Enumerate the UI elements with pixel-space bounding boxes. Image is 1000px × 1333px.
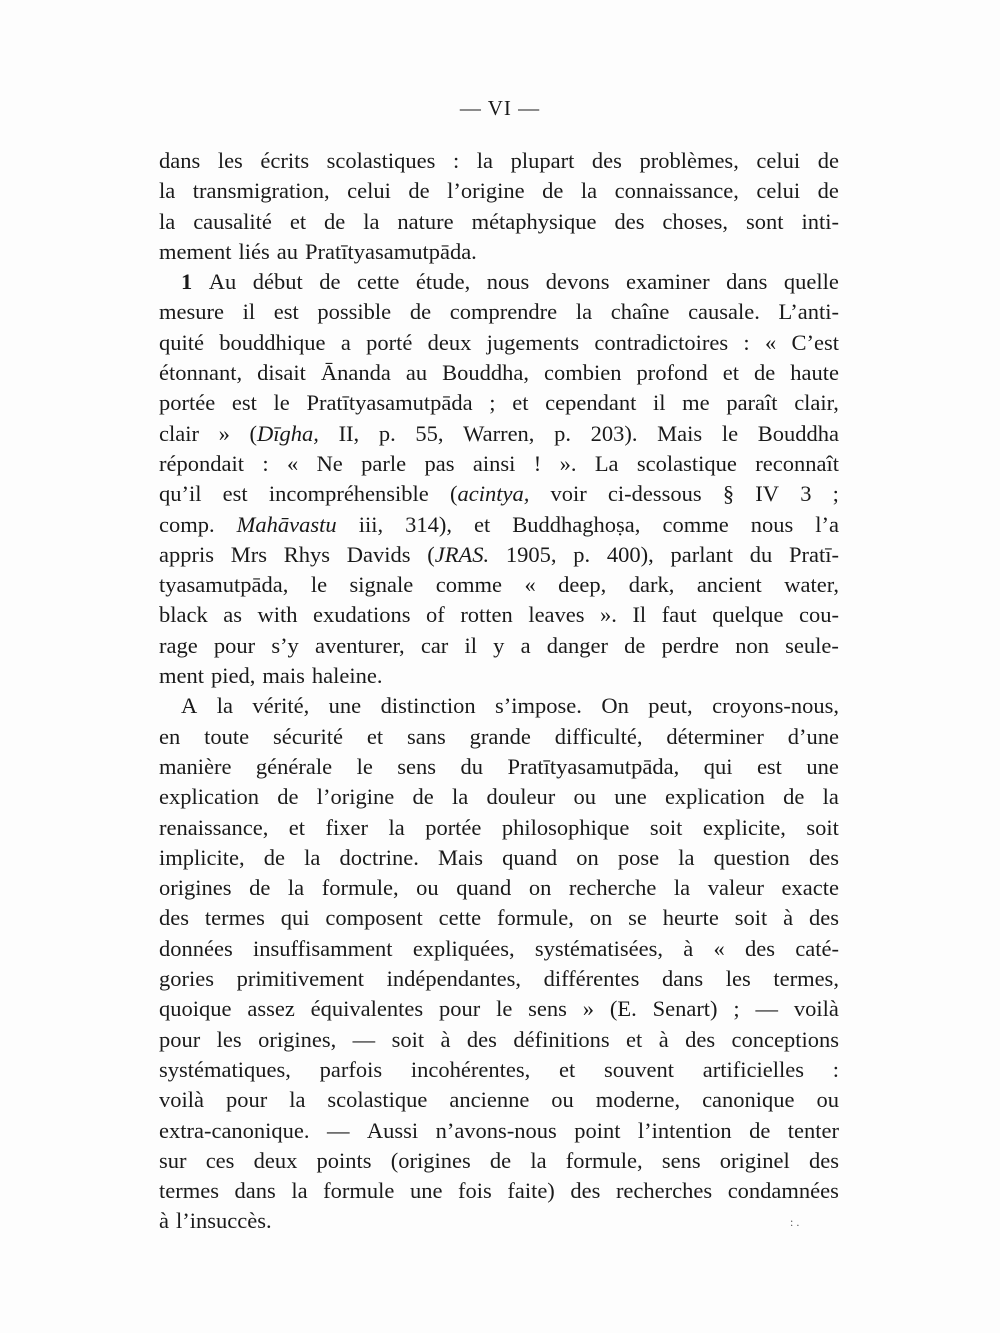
text-line: renaissance, et fixer la portée philosophique soit explicite, soit [159, 814, 839, 840]
scan-artifact-marks: : . [790, 1215, 800, 1229]
text-line: pour les origines, — soit à des définitions et à des conceptions [159, 1026, 839, 1052]
text-line: voilà pour la scolastique ancienne ou moderne, canonique ou [159, 1087, 839, 1113]
text-line: étonnant, disait Ānanda au Bouddha, combien profond et de haute [159, 360, 839, 386]
text-line: dans les écrits scolastiques : la plupart des problèmes, celui de [159, 148, 839, 173]
text-line: la causalité et de la nature métaphysique des choses, sont inti- [159, 208, 839, 234]
text-line: répondait : « Ne parle pas ainsi ! ». La scolastique reconnaît [159, 450, 839, 476]
text-line: systématiques, parfois incohérentes, et souvent artificielles : [159, 1056, 839, 1082]
text-line: 1 Au début de cette étude, nous devons examiner dans quelle [181, 269, 839, 295]
text-line: implicite, de la doctrine. Mais quand on pose la question des [159, 844, 839, 870]
text-line: mesure il est possible de comprendre la chaîne causale. L’anti- [159, 299, 839, 325]
text-line: explication de l’origine de la douleur ou une explication de la [159, 784, 839, 810]
text-line: données insuffisamment expliquées, systématisées, à « des caté- [159, 935, 839, 961]
text-line: black as with exudations of rotten leaves ». Il faut quelque cou- [159, 602, 839, 628]
text-line: A la vérité, une distinction s’impose. On peut, croyons-nous, [181, 693, 839, 719]
text-line: portée est le Pratītyasamutpāda ; et cependant il me paraît clair, [159, 390, 839, 416]
text-line: des termes qui composent cette formule, on se heurte soit à des [159, 905, 839, 931]
text-line: quoique assez équivalentes pour le sens » (E. Senart) ; — voilà [159, 996, 839, 1022]
text-line: comp. Mahāvastu iii, 314), et Buddhaghoṣa, comme nous l’a [159, 511, 839, 537]
text-line: rage pour s’y aventurer, car il y a danger de perdre non seule- [159, 632, 839, 658]
text-line: appris Mrs Rhys Davids (JRAS. 1905, p. 400), parlant du Pratī- [159, 541, 839, 567]
text-line: clair » (Dīgha, II, p. 55, Warren, p. 203). Mais le Bouddha [159, 420, 839, 446]
text-line: la transmigration, celui de l’origine de la connaissance, celui de [159, 178, 839, 204]
text-line: ment pied, mais haleine. [159, 663, 383, 689]
text-line: en toute sécurité et sans grande difficulté, déterminer d’une [159, 723, 839, 749]
text-line: mement liés au Pratītyasamutpāda. [159, 238, 477, 264]
text-line: manière générale le sens du Pratītyasamutpāda, qui est une [159, 753, 839, 779]
text-line: à l’insuccès. [159, 1208, 272, 1234]
text-line: gories primitivement indépendantes, différentes dans les termes, [159, 966, 839, 992]
text-line: qu’il est incompréhensible (acintya, voir ci-dessous § IV 3 ; [159, 481, 839, 507]
text-line: tyasamutpāda, le signale comme « deep, dark, ancient water, [159, 572, 839, 598]
text-line: origines de la formule, ou quand on recherche la valeur exacte [159, 875, 839, 901]
text-line: termes dans la formule une fois faite) des recherches condamnées [159, 1178, 839, 1204]
text-line: extra-canonique. — Aussi n’avons-nous point l’intention de tenter [159, 1117, 839, 1143]
text-line: sur ces deux points (origines de la formule, sens originel des [159, 1147, 839, 1173]
page-number-header: — VI — [459, 96, 541, 120]
text-line: quité bouddhique a porté deux jugements contradictoires : « C’est [159, 329, 839, 355]
page-body-text [159, 146, 839, 1237]
